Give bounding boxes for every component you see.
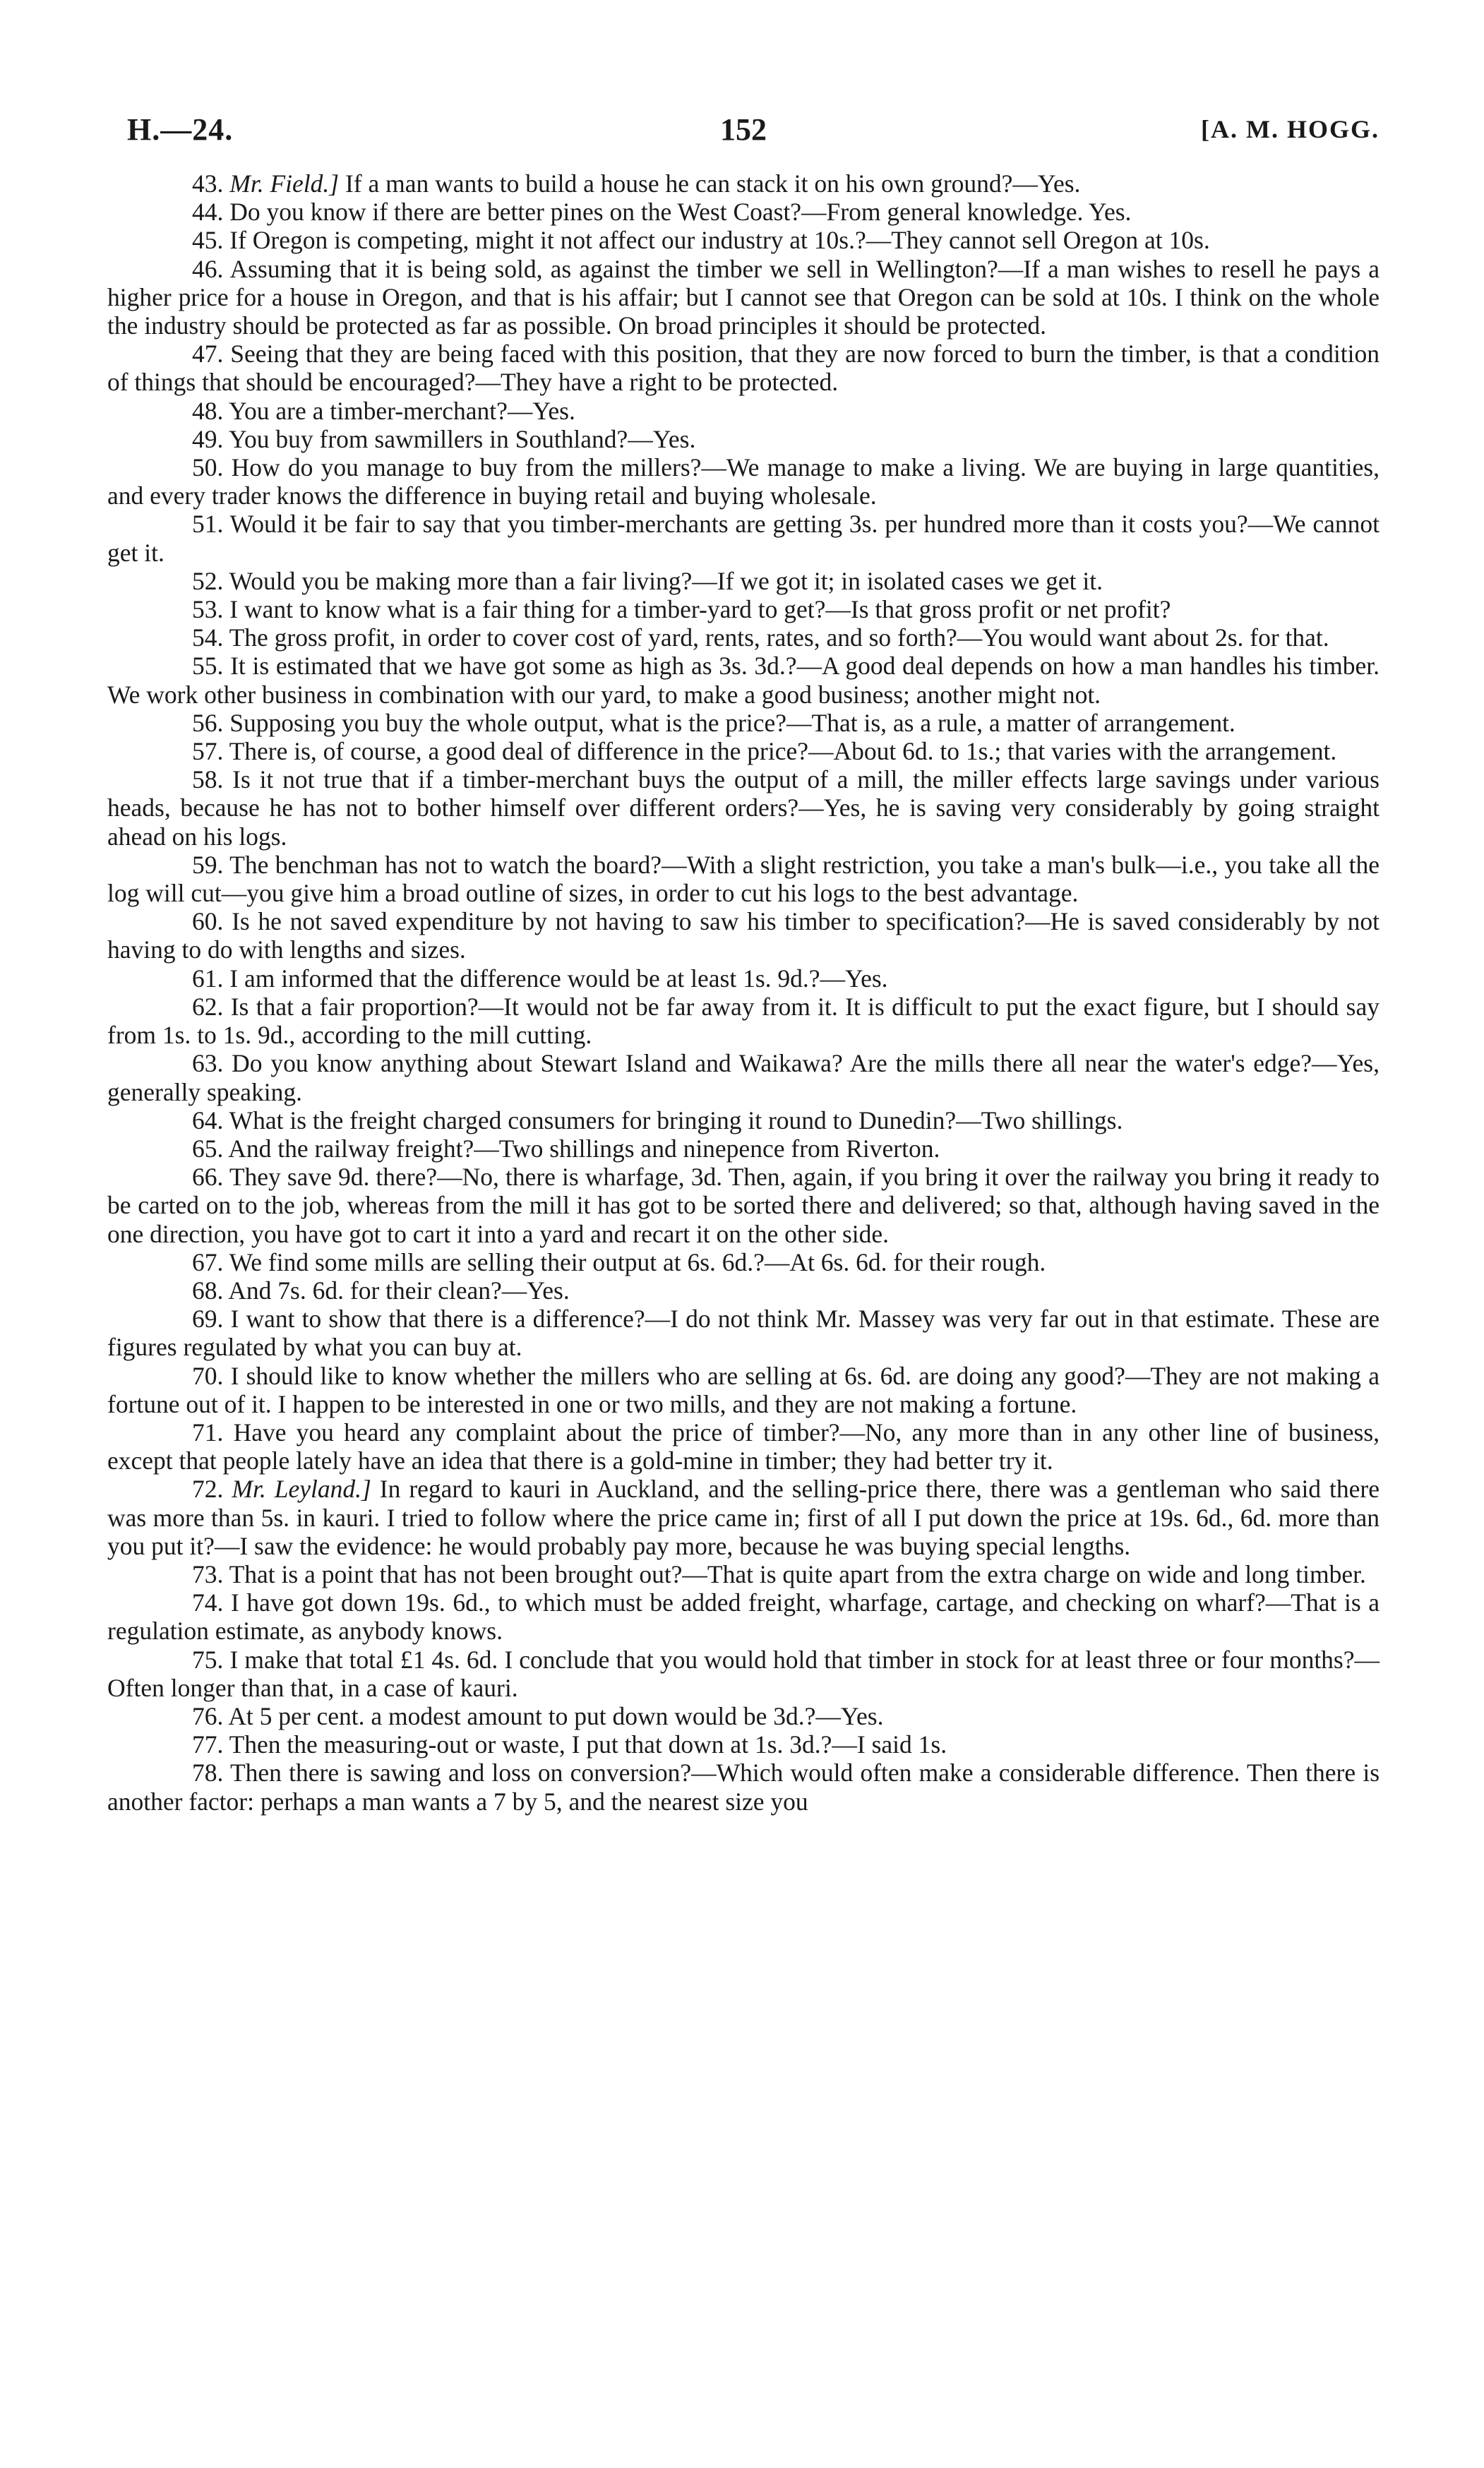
question-number: 75.: [192, 1645, 224, 1674]
question-answer-text: Is he not saved expenditure by not having to saw his timber to specification?—He is saved considerably by not having to do with lengths and sizes.: [107, 907, 1380, 964]
question-answer-text: Then the measuring-out or waste, I put that down at 1s. 3d.?—I said 1s.: [229, 1730, 947, 1759]
question-number: 51.: [192, 510, 224, 539]
question-paragraph: [107, 1730, 1380, 1759]
question-answer-text: Would it be fair to say that you timber-merchants are getting 3s. per hundred more than it costs you?—We cannot get it.: [107, 510, 1380, 567]
question-answer-text: Then there is sawing and loss on conversion?—Which would often make a considerable difference. Then there is another factor: perhaps a man wants a 7 by 5, and the nearest size you: [107, 1759, 1380, 1816]
question-paragraph: [107, 255, 1380, 340]
question-answer-text: That is a point that has not been brought out?—That is quite apart from the extra charge on wide and long timber.: [229, 1559, 1366, 1588]
question-paragraph: [107, 1276, 1380, 1305]
question-answer-text: Would you be making more than a fair living?—If we got it; in isolated cases we get it.: [229, 566, 1103, 595]
question-number: 43.: [192, 169, 224, 198]
question-number: 48.: [192, 396, 224, 425]
question-paragraph: [107, 1646, 1380, 1702]
question-answer-text: What is the freight charged consumers for bringing it round to Dunedin?—Two shillings.: [229, 1106, 1123, 1134]
question-answer-text: It is estimated that we have got some as high as 3s. 3d.?—A good deal depends on how a man handles his timber. We work other business in combination with our yard, to make a good business; another might not.: [107, 652, 1380, 709]
question-paragraph: [107, 226, 1380, 254]
evidence-text: [107, 169, 1380, 1816]
question-answer-text: Assuming that it is being sold, as against the timber we sell in Wellington?—If a man wishes to resell he pays a higher price for a house in Oregon, and that is his affair; but I cannot see that Oregon can be sold at 10s. I think on the whole the industry should be protected as far as possible. On broad principles it should be protected.: [107, 254, 1380, 340]
question-paragraph: [107, 623, 1380, 652]
question-answer-text: You buy from sawmillers in Southland?—Yes.: [228, 424, 696, 453]
question-number: 58.: [192, 765, 224, 794]
question-number: 68.: [192, 1276, 224, 1305]
question-paragraph: [107, 1362, 1380, 1418]
question-paragraph: [107, 169, 1380, 198]
question-number: 70.: [192, 1361, 224, 1390]
question-paragraph: [107, 510, 1380, 566]
question-answer-text: And the railway freight?—Two shillings and ninepence from Riverton.: [228, 1134, 940, 1163]
question-answer-text: They save 9d. there?—No, there is wharfage, 3d. Then, again, if you bring it over the railway you bring it ready to be carted on to the job, whereas from the mill it has got to be sorted there and delivered; so that, although having saved in the one direction, you have got to cart it into a yard and recart it on the other side.: [107, 1163, 1380, 1248]
question-paragraph: [107, 1702, 1380, 1730]
question-answer-text: Is that a fair proportion?—It would not be far away from it. It is difficult to put the exact figure, but I should say from 1s. to 1s. 9d., according to the mill cutting.: [107, 992, 1380, 1050]
question-paragraph: [107, 1305, 1380, 1361]
question-paragraph: [107, 1588, 1380, 1645]
question-number: 63.: [192, 1049, 224, 1078]
question-number: 73.: [192, 1559, 224, 1588]
question-paragraph: [107, 993, 1380, 1049]
question-paragraph: [107, 1134, 1380, 1163]
question-number: 55.: [192, 652, 224, 681]
question-answer-text: The benchman has not to watch the board?—With a slight restriction, you take a man's bulk—i.e., you take all the log will cut—you give him a broad outline of sizes, in order to cut his logs to the best advantage.: [107, 850, 1380, 908]
speaker-name: Mr. Field.]: [229, 169, 340, 198]
question-paragraph: [107, 1475, 1380, 1560]
question-number: 56.: [192, 708, 224, 737]
document-page: [107, 106, 1380, 1816]
question-paragraph: [107, 907, 1380, 964]
question-answer-text: I want to show that there is a difference?—I do not think Mr. Massey was very far out in that estimate. These are figures regulated by what you can buy at.: [107, 1305, 1380, 1362]
question-paragraph: [107, 397, 1380, 425]
question-paragraph: [107, 1418, 1380, 1475]
paper-reference: H.—24.: [127, 112, 234, 147]
question-number: 61.: [192, 964, 224, 993]
question-paragraph: [107, 765, 1380, 851]
question-answer-text: If Oregon is competing, might it not affect our industry at 10s.?—They cannot sell Oregon at 10s.: [229, 226, 1210, 255]
question-paragraph: [107, 737, 1380, 765]
question-number: 52.: [192, 566, 224, 595]
page-header: [107, 106, 1380, 162]
question-answer-text: How do you manage to buy from the millers?—We manage to make a living. We are buying in large quantities, and every trader knows the difference in buying retail and buying wholesale.: [107, 453, 1380, 510]
question-number: 47.: [192, 340, 224, 369]
question-answer-text: You are a timber-merchant?—Yes.: [228, 396, 575, 425]
question-paragraph: [107, 1106, 1380, 1134]
question-number: 69.: [192, 1305, 224, 1334]
question-number: 59.: [192, 850, 224, 879]
question-number: 78.: [192, 1759, 224, 1787]
question-paragraph: [107, 567, 1380, 595]
question-paragraph: [107, 709, 1380, 737]
question-number: 53.: [192, 595, 224, 624]
question-paragraph: [107, 595, 1380, 623]
question-answer-text: The gross profit, in order to cover cost of yard, rents, rates, and so forth?—You would want about 2s. for that.: [229, 623, 1329, 652]
question-answer-text: We find some mills are selling their output at 6s. 6d.?—At 6s. 6d. for their rough.: [229, 1247, 1046, 1276]
question-answer-text: Supposing you buy the whole output, what is the price?—That is, as a rule, a matter of arrangement.: [229, 708, 1235, 737]
question-paragraph: [107, 652, 1380, 708]
question-number: 66.: [192, 1163, 224, 1192]
question-number: 57.: [192, 737, 224, 766]
question-number: 72.: [192, 1475, 224, 1504]
question-number: 45.: [192, 226, 224, 255]
question-paragraph: [107, 1759, 1380, 1815]
question-number: 76.: [192, 1701, 224, 1730]
question-answer-text: Have you heard any complaint about the price of timber?—No, any more than in any other line of business, except that people lately have an idea that there is a gold-mine in timber; they had better try it.: [107, 1418, 1380, 1475]
question-answer-text: There is, of course, a good deal of difference in the price?—About 6d. to 1s.; that varies with the arrangement.: [229, 737, 1337, 766]
question-answer-text: Do you know if there are better pines on the West Coast?—From general knowledge. Yes.: [229, 198, 1132, 227]
question-answer-text: Is it not true that if a timber-merchant buys the output of a mill, the miller effects large savings under various heads, because he has not to bother himself over different orders?—Yes, he is saving very considerably by going straight ahead on his logs.: [107, 765, 1380, 851]
question-answer-text: I have got down 19s. 6d., to which must be added freight, wharfage, cartage, and checking on wharf?—That is a regulation estimate, as anybody knows.: [107, 1588, 1380, 1646]
question-number: 77.: [192, 1730, 224, 1759]
question-number: 50.: [192, 453, 224, 482]
question-number: 74.: [192, 1588, 224, 1617]
question-number: 64.: [192, 1106, 224, 1134]
question-paragraph: [107, 453, 1380, 510]
question-answer-text: If a man wants to build a house he can stack it on his own ground?—Yes.: [339, 169, 1081, 198]
question-answer-text: I should like to know whether the millers who are selling at 6s. 6d. are doing any good?—They are not making a fortune out of it. I happen to be interested in one or two mills, and they are not making a fortune.: [107, 1361, 1380, 1418]
question-number: 62.: [192, 992, 224, 1021]
question-paragraph: [107, 1049, 1380, 1106]
question-number: 60.: [192, 907, 224, 936]
question-paragraph: [107, 964, 1380, 993]
question-number: 54.: [192, 623, 224, 652]
question-answer-text: In regard to kauri in Auckland, and the selling-price there, there was a gentleman who said there was more than 5s. in kauri. I tried to follow where the price came in; first of all I put down the price at 19s. 6d., 6d. more than you put it?—I saw the evidence: he would probably pay more, because he was buying special lengths.: [107, 1475, 1380, 1560]
question-paragraph: [107, 851, 1380, 907]
question-paragraph: [107, 198, 1380, 226]
question-number: 46.: [192, 254, 224, 283]
question-answer-text: Do you know anything about Stewart Island and Waikawa? Are the mills there all near the water's edge?—Yes, generally speaking.: [107, 1049, 1380, 1106]
question-paragraph: [107, 340, 1380, 396]
question-number: 65.: [192, 1134, 224, 1163]
question-answer-text: I make that total £1 4s. 6d. I conclude that you would hold that timber in stock for at least three or four months?—Often longer than that, in a case of kauri.: [107, 1645, 1380, 1702]
question-paragraph: [107, 1248, 1380, 1276]
question-paragraph: [107, 1560, 1380, 1588]
question-paragraph: [107, 425, 1380, 453]
question-number: 71.: [192, 1418, 224, 1446]
witness-name: [A. M. HOGG.: [1201, 115, 1380, 143]
question-paragraph: [107, 1163, 1380, 1248]
question-number: 67.: [192, 1247, 224, 1276]
speaker-name: Mr. Leyland.]: [232, 1475, 371, 1504]
question-answer-text: At 5 per cent. a modest amount to put down would be 3d.?—Yes.: [228, 1701, 884, 1730]
question-answer-text: Seeing that they are being faced with this position, that they are now forced to burn the timber, is that a condition of things that should be encouraged?—They have a right to be protected.: [107, 340, 1380, 397]
question-number: 44.: [192, 198, 224, 227]
question-answer-text: And 7s. 6d. for their clean?—Yes.: [228, 1276, 570, 1305]
question-number: 49.: [192, 424, 224, 453]
question-answer-text: I want to know what is a fair thing for a timber-yard to get?—Is that gross profit or net profit?: [229, 595, 1171, 624]
question-answer-text: I am informed that the difference would be at least 1s. 9d.?—Yes.: [229, 964, 888, 993]
page-number: 152: [720, 112, 767, 147]
